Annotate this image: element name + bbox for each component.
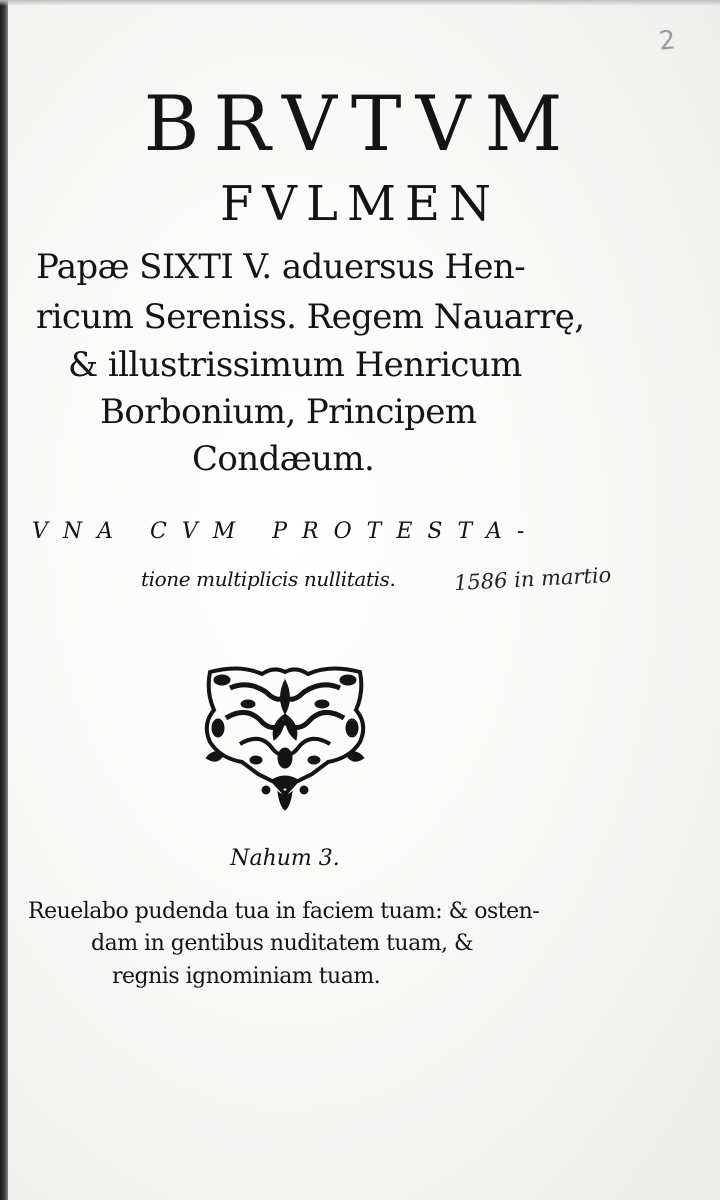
- subtitle-line-3: & illustrissimum Henricum: [68, 345, 522, 385]
- main-title-line-2: FVLMEN: [219, 176, 501, 232]
- italic-protest-line-2: tione multiplicis nullitatis.: [141, 567, 396, 591]
- subtitle-line-1: Papæ SIXTI V. aduersus Hen-: [36, 247, 526, 287]
- subtitle-line-4: Borbonium, Principem: [100, 392, 477, 432]
- scripture-quote-line-3: regnis ignominiam tuam.: [112, 964, 381, 989]
- scripture-quote-line-2: dam in gentibus nuditatem tuam, &: [91, 931, 474, 956]
- page-top-edge: [0, 0, 720, 6]
- pencil-page-number: 2: [657, 25, 678, 57]
- italic-protest-line-1: VNA CVM PROTESTA-: [32, 519, 540, 544]
- main-title-line-1: BRVTVM: [143, 79, 577, 168]
- subtitle-line-2: ricum Sereniss. Regem Nauarrę,: [36, 297, 585, 337]
- fleuron-ornament-icon: [200, 662, 370, 812]
- subtitle-line-5: Condæum.: [192, 439, 375, 479]
- scripture-quote-line-1: Reuelabo pudenda tua in faciem tuam: & osten-: [28, 899, 540, 924]
- handwritten-date-note: 1586 in martio: [453, 562, 612, 596]
- scripture-citation: Nahum 3.: [230, 846, 340, 871]
